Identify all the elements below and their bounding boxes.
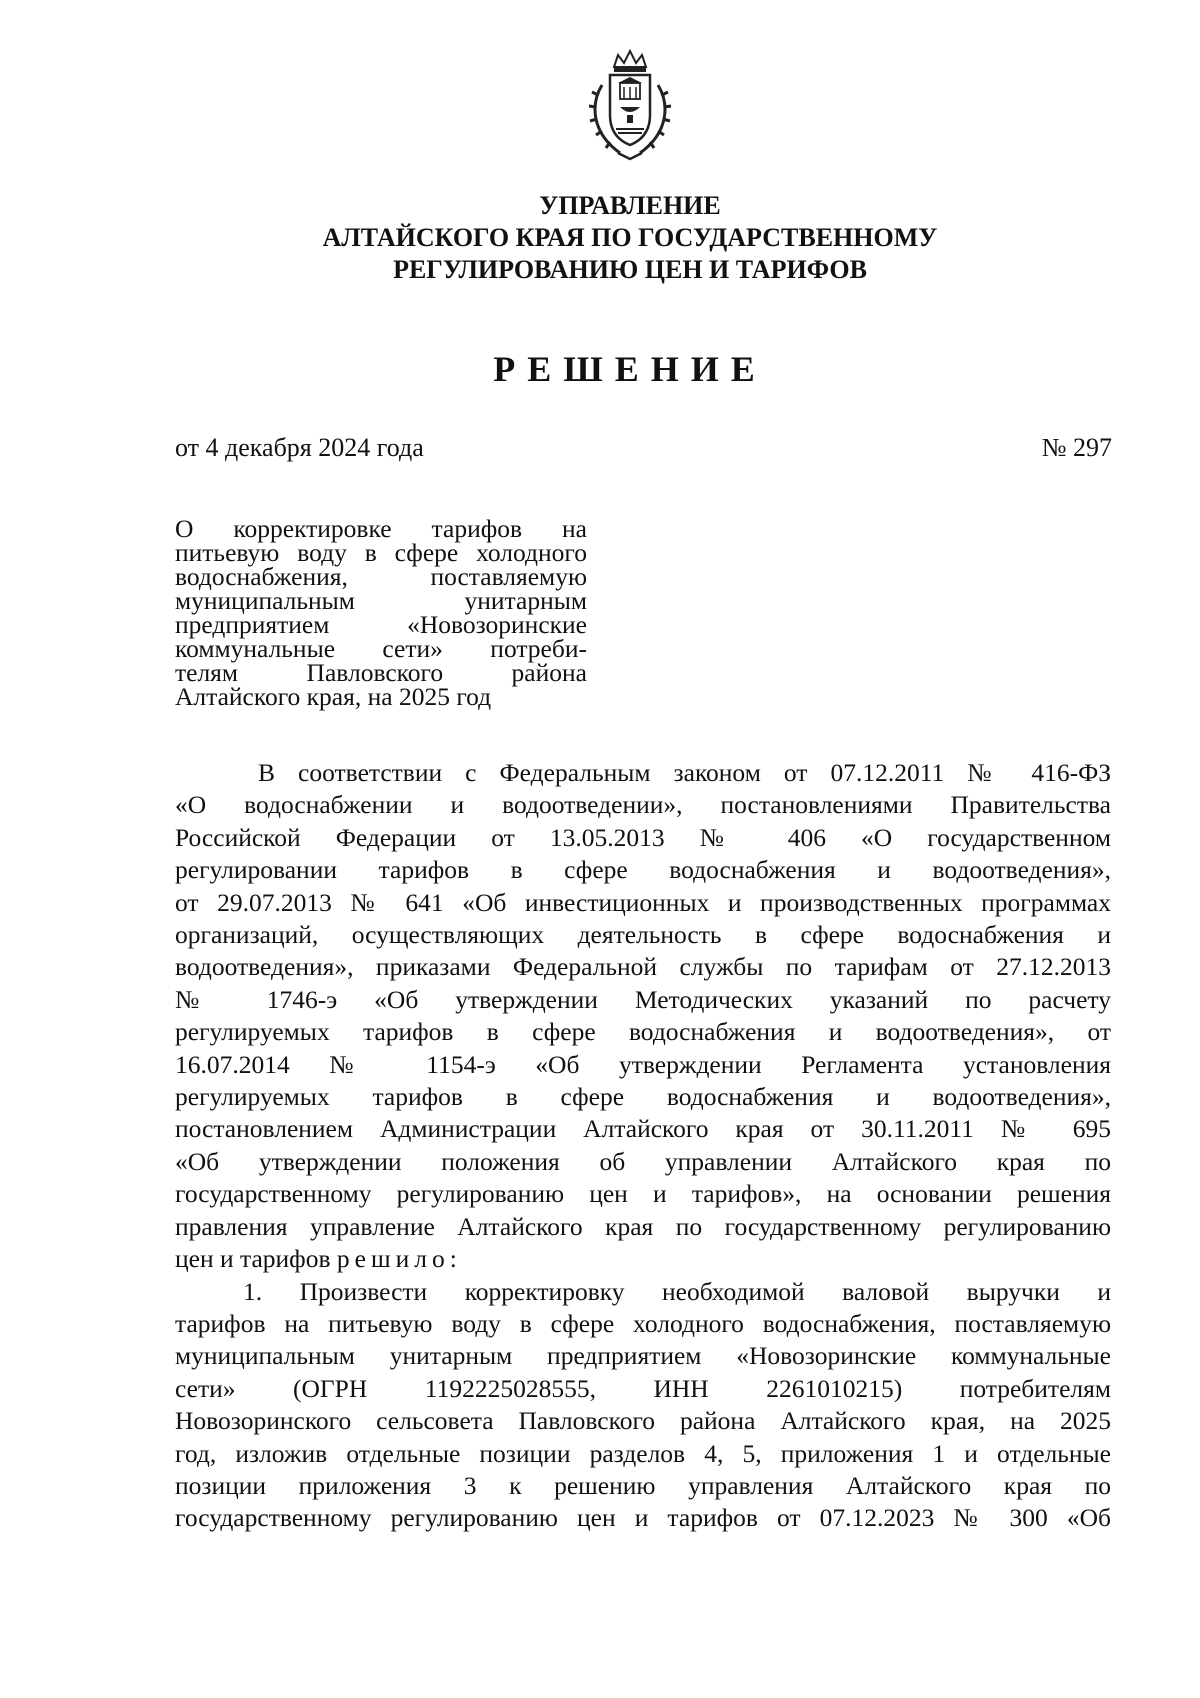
- body-line: 16.07.2014 № 1154-э «Об утверждении Регламента установления: [175, 1049, 1111, 1079]
- item1-line: муниципальным унитарным предприятием «Новозоринские коммунальные: [175, 1341, 1111, 1371]
- document-title: РЕШЕНИЕ: [493, 349, 767, 389]
- body-line: «Об утверждении положения об управлении Алтайского края по: [175, 1146, 1111, 1176]
- body-line: организаций, осуществляющих деятельность в сфере водоснабжения и: [175, 920, 1111, 950]
- body-line: водоотведения», приказами Федеральной службы по тарифам от 27.12.2013: [175, 952, 1111, 982]
- item1-line: сети» (ОГРН 1192225028555, ИНН 2261010215) потребителям: [175, 1373, 1111, 1403]
- item1-line: тарифов на питьевую воду в сфере холодного водоснабжения, поставляемую: [175, 1308, 1111, 1338]
- body-line: регулируемых тарифов в сфере водоснабжения и водоотведения», от: [175, 1017, 1111, 1047]
- document-body: [175, 757, 1111, 1535]
- body-line: правления управление Алтайского края по государственному регулированию: [175, 1211, 1111, 1241]
- item1-line: Новозоринского сельсовета Павловского района Алтайского края, на 2025: [175, 1406, 1111, 1436]
- resolution-word: решило:: [336, 1244, 462, 1274]
- subject-line: муниципальным унитарным: [175, 586, 587, 615]
- altai-krai-coat-of-arms-icon: [580, 45, 680, 165]
- subject-line: предприятием «Новозоринские: [175, 610, 587, 639]
- document-date: от 4 декабря 2024 года: [175, 433, 424, 462]
- body-line: регулировании тарифов в сфере водоснабжения и водоотведения»,: [175, 855, 1111, 885]
- body-line: № 1746-э «Об утверждении Методических указаний по расчету: [175, 984, 1111, 1014]
- organization-line-3: РЕГУЛИРОВАНИЮ ЦЕН И ТАРИФОВ: [393, 255, 867, 284]
- resolution-line: [175, 1243, 1111, 1275]
- subject-line: Алтайского края, на 2025 год: [175, 682, 492, 711]
- body-line: от 29.07.2013 № 641 «Об инвестиционных и производственных программах: [175, 887, 1111, 917]
- body-line: В соответствии с Федеральным законом от 07.12.2011 № 416-ФЗ: [258, 758, 1111, 787]
- body-line: регулируемых тарифов в сфере водоснабжения и водоотведения»,: [175, 1082, 1111, 1112]
- resolution-prefix: цен и тарифов: [175, 1244, 331, 1274]
- body-line: постановлением Администрации Алтайского края от 30.11.2011 № 695: [175, 1114, 1111, 1144]
- subject-line: телям Павловского района: [175, 658, 587, 687]
- document-subject: [175, 514, 587, 711]
- subject-line: питьевую воду в сфере холодного: [175, 538, 587, 567]
- subject-line: коммунальные сети» потреби-: [175, 634, 587, 663]
- item1-line: государственному регулированию цен и тарифов от 07.12.2023 № 300 «Об: [175, 1503, 1111, 1533]
- body-line: государственному регулированию цен и тарифов», на основании решения: [175, 1179, 1111, 1209]
- body-line: Российской Федерации от 13.05.2013 № 406 «О государственном: [175, 822, 1111, 852]
- organization-name: [180, 190, 1080, 286]
- item1-line: 1. Произвести корректировку необходимой валовой выручки и: [243, 1276, 1111, 1306]
- document-number: № 297: [1041, 433, 1112, 462]
- organization-line-2: АЛТАЙСКОГО КРАЯ ПО ГОСУДАРСТВЕННОМУ: [322, 223, 938, 252]
- body-line: «О водоснабжении и водоотведении», постановлениями Правительства: [175, 790, 1111, 820]
- item1-line: позиции приложения 3 к решению управления Алтайского края по: [175, 1470, 1111, 1500]
- subject-line: водоснабжения, поставляемую: [175, 562, 587, 591]
- item1-line: год, изложив отдельные позиции разделов 4, 5, приложения 1 и отдельные: [175, 1438, 1111, 1468]
- subject-line: О корректировке тарифов на: [175, 514, 587, 543]
- organization-line-1: УПРАВЛЕНИЕ: [539, 191, 721, 220]
